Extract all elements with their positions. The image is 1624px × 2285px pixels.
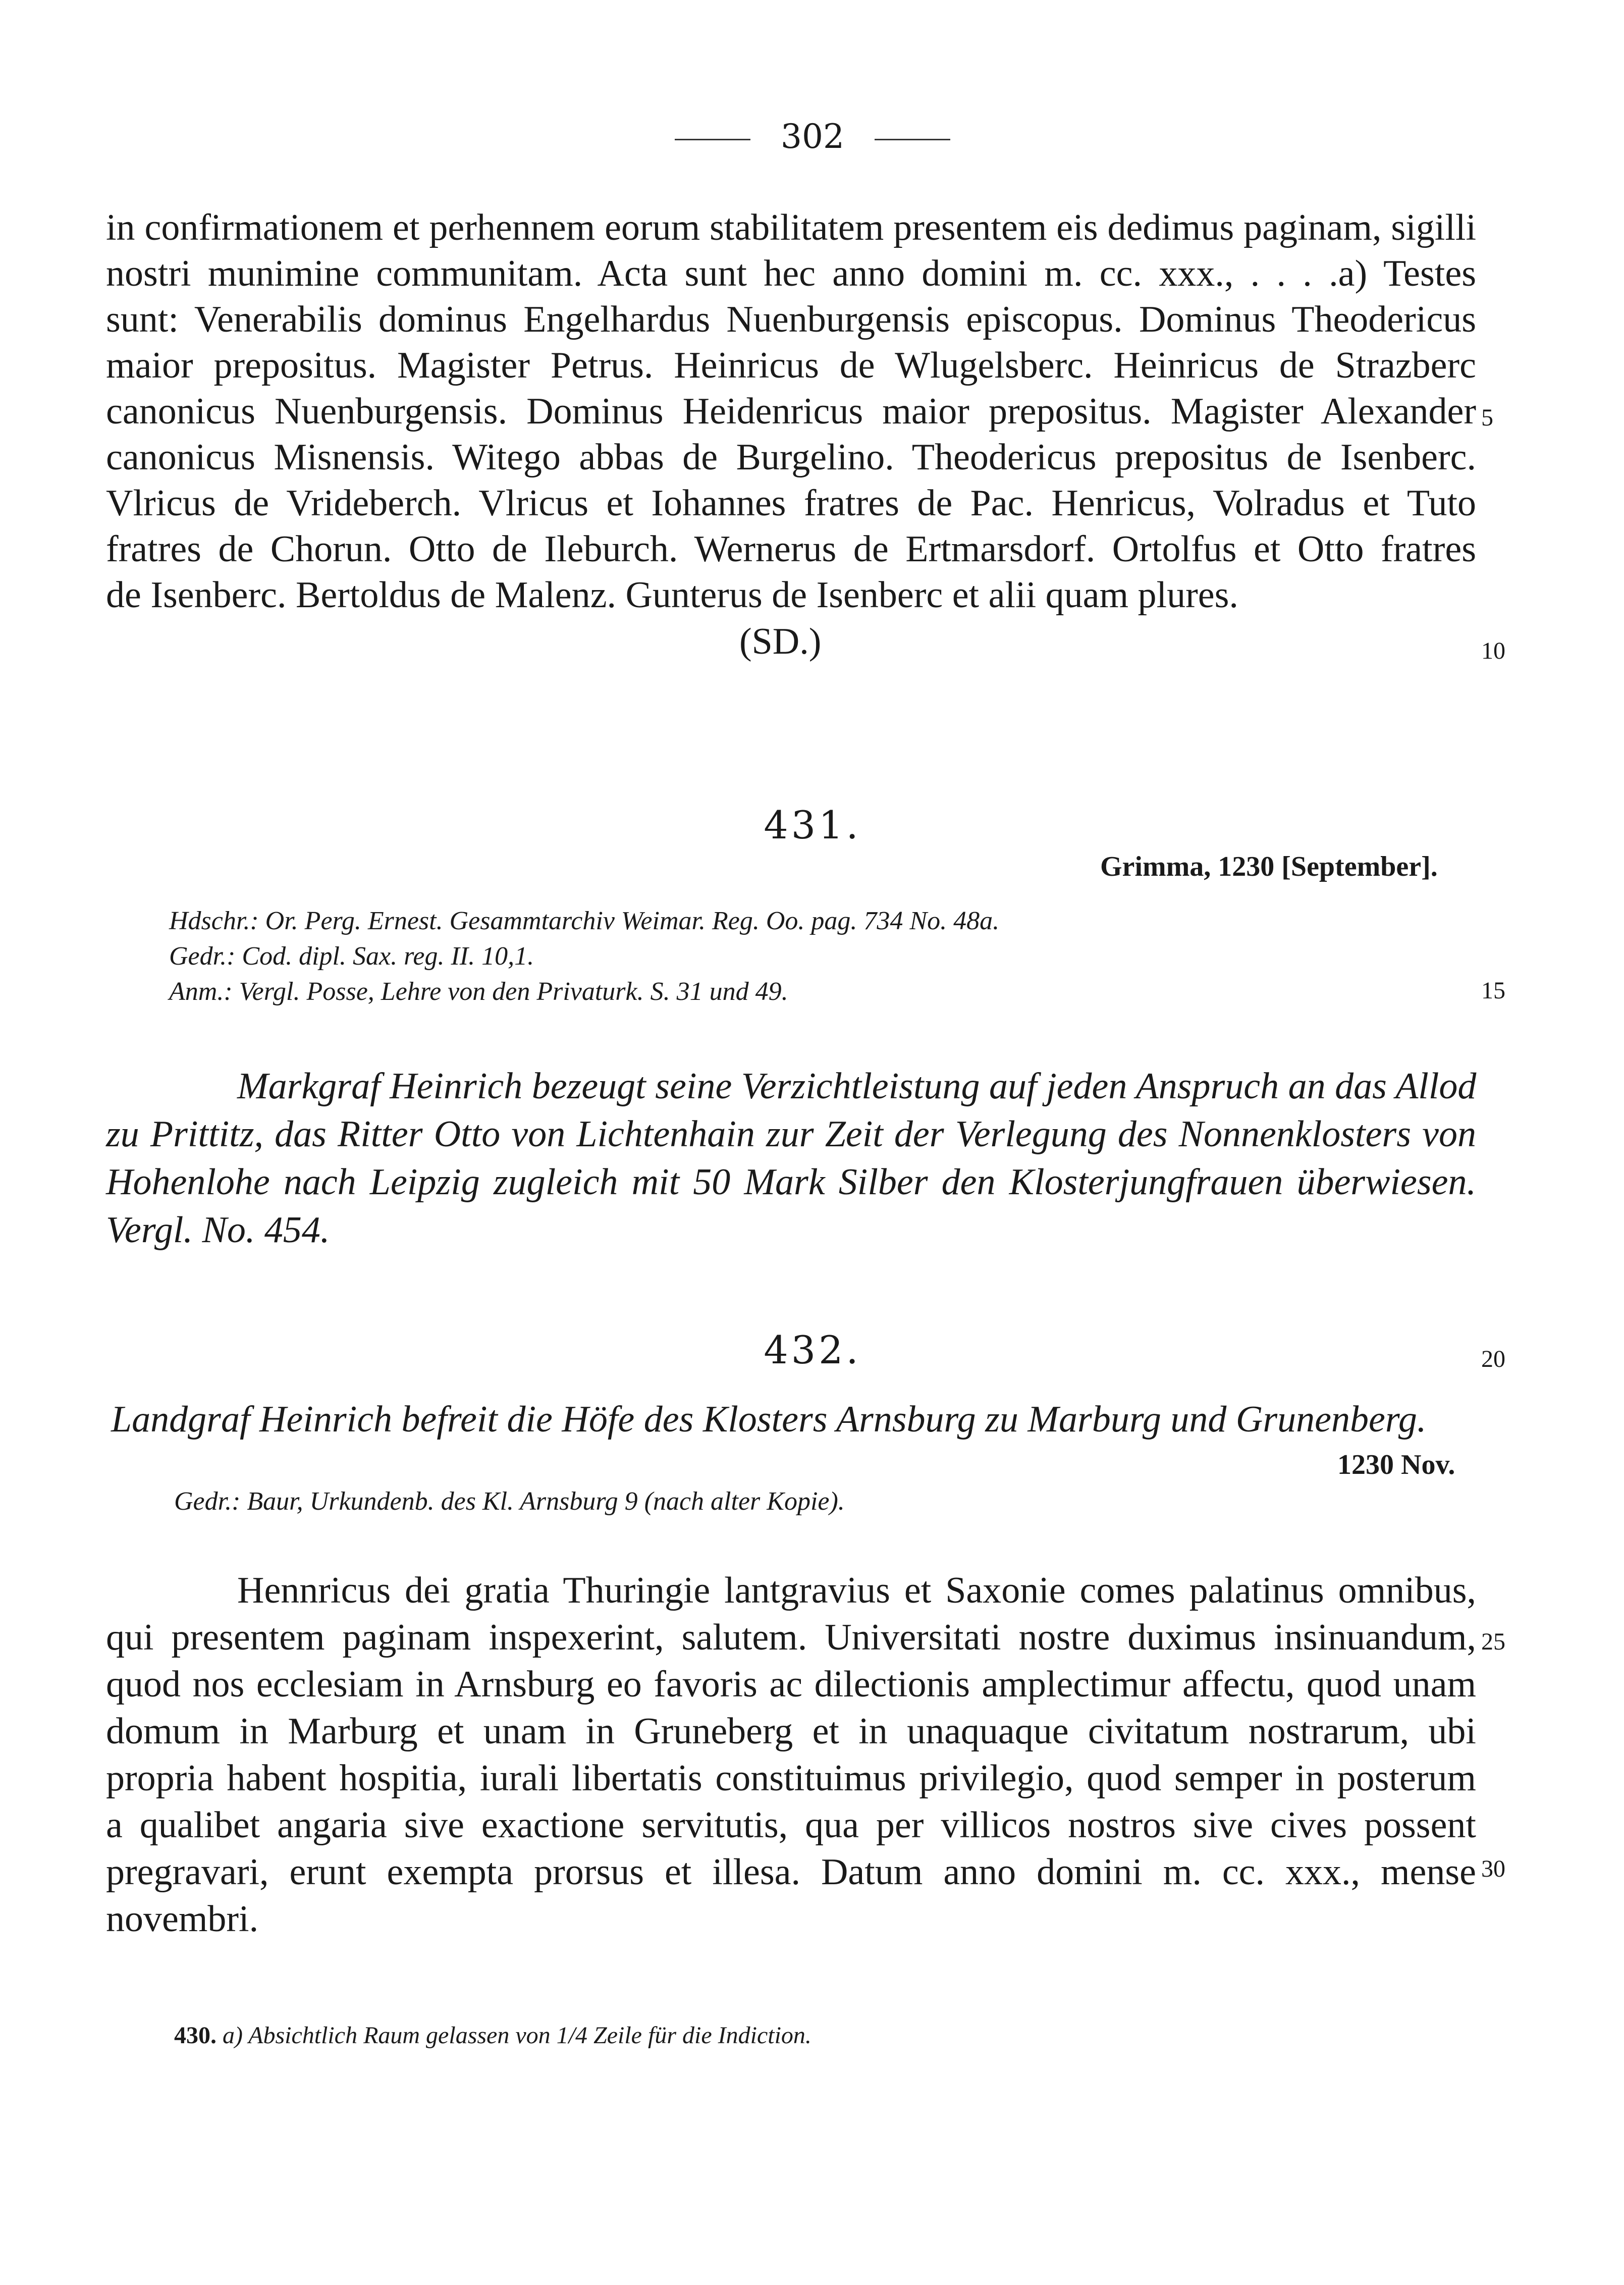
intro-line: fratres de Chorun. Otto de Ileburch. Wernerus de Ertmarsdorf. Ortolfus et Otto fratres [106, 528, 1476, 570]
line-number: 5 [1481, 404, 1493, 431]
footnote [174, 2022, 811, 2049]
regest-line: Markgraf Heinrich bezeugt seine Verzichtleistung auf jeden Anspruch an das Allod [237, 1066, 1477, 1107]
charter-line: quod nos ecclesiam in Arnsburg eo favoris ac dilectionis amplectimur affectu, quod unam [106, 1664, 1476, 1705]
header-rule-left [675, 139, 750, 140]
regest-432: Landgraf Heinrich befreit die Höfe des Klosters Arnsburg zu Marburg und Grunenberg. [111, 1399, 1427, 1440]
intro-line: de Isenberc. Bertoldus de Malenz. Gunterus de Isenberc et alii quam plures. [106, 574, 1238, 616]
footnote-text: a) Absichtlich Raum gelassen von 1/4 Zeile für die Indiction. [223, 2022, 811, 2049]
reference-line: Gedr.: Cod. dipl. Sax. reg. II. 10,1. [169, 942, 534, 971]
regest-line: Vergl. No. 454. [106, 1209, 330, 1251]
line-number: 20 [1481, 1346, 1505, 1372]
charter-line: propria habent hospitia, iurali libertatis constituimus privilegio, quod semper in posterum [106, 1758, 1476, 1799]
page-number-header [626, 117, 999, 156]
footnote-ref: 430. [174, 2022, 216, 2049]
header-rule-right [875, 139, 950, 140]
intro-line: Vlricus de Vrideberch. Vlricus et Iohannes fratres de Pac. Henricus, Volradus et Tuto [106, 483, 1476, 524]
seal-note: (SD.) [739, 621, 822, 662]
intro-line: nostri munimine communitam. Acta sunt hec anno domini m. cc. xxx., . . . .a) Testes [106, 253, 1476, 294]
reference-line: Hdschr.: Or. Perg. Ernest. Gesammtarchiv Weimar. Reg. Oo. pag. 734 No. 48a. [169, 907, 1000, 935]
regest-line: zu Prittitz, das Ritter Otto von Lichtenhain zur Zeit der Verlegung des Nonnenklosters von [106, 1113, 1476, 1155]
line-number: 30 [1481, 1855, 1505, 1882]
regest-line: Hohenlohe nach Leipzig zugleich mit 50 Mark Silber den Klosterjungfrauen überwiesen. [106, 1161, 1476, 1203]
references-432: Gedr.: Baur, Urkundenb. des Kl. Arnsburg 9 (nach alter Kopie). [174, 1487, 845, 1516]
charter-line: qui presentem paginam inspexerint, salutem. Universitati nostre duximus insinuandum, [106, 1617, 1476, 1658]
charter-line: novembri. [106, 1898, 259, 1940]
line-number: 15 [1481, 977, 1505, 1004]
charter-line: pregravari, erunt exempta prorsus et illesa. Datum anno domini m. cc. xxx., mense [106, 1851, 1476, 1893]
document-number-432: 432. [764, 1327, 861, 1372]
charter-line: domum in Marburg et unam in Gruneberg et in unaquaque civitatum nostrarum, ubi [106, 1711, 1476, 1752]
intro-line: in confirmationem et perhennem eorum stabilitatem presentem eis dedimus paginam, sigilli [106, 207, 1476, 248]
place-date-431: Grimma, 1230 [September]. [1100, 851, 1438, 882]
date-432: 1230 Nov. [1337, 1449, 1455, 1480]
charter-line: a qualibet angaria sive exactione servitutis, qua per villicos nostros sive cives possent [106, 1804, 1476, 1846]
reference-line: Anm.: Vergl. Posse, Lehre von den Privaturk. S. 31 und 49. [169, 977, 788, 1006]
intro-line: canonicus Nuenburgensis. Dominus Heidenricus maior prepositus. Magister Alexander [106, 391, 1476, 432]
charter-line: Hennricus dei gratia Thuringie lantgravius et Saxonie comes palatinus omnibus, [237, 1570, 1476, 1611]
document-number-431: 431. [764, 803, 861, 847]
intro-line: sunt: Venerabilis dominus Engelhardus Nuenburgensis episcopus. Dominus Theodericus [106, 299, 1476, 340]
line-number: 10 [1481, 637, 1505, 664]
intro-line: canonicus Misnensis. Witego abbas de Burgelino. Theodericus prepositus de Isenberc. [106, 437, 1476, 478]
page-number: 302 [781, 117, 844, 156]
line-number: 25 [1481, 1628, 1505, 1655]
intro-line: maior prepositus. Magister Petrus. Heinricus de Wlugelsberc. Heinricus de Strazberc [106, 345, 1476, 386]
